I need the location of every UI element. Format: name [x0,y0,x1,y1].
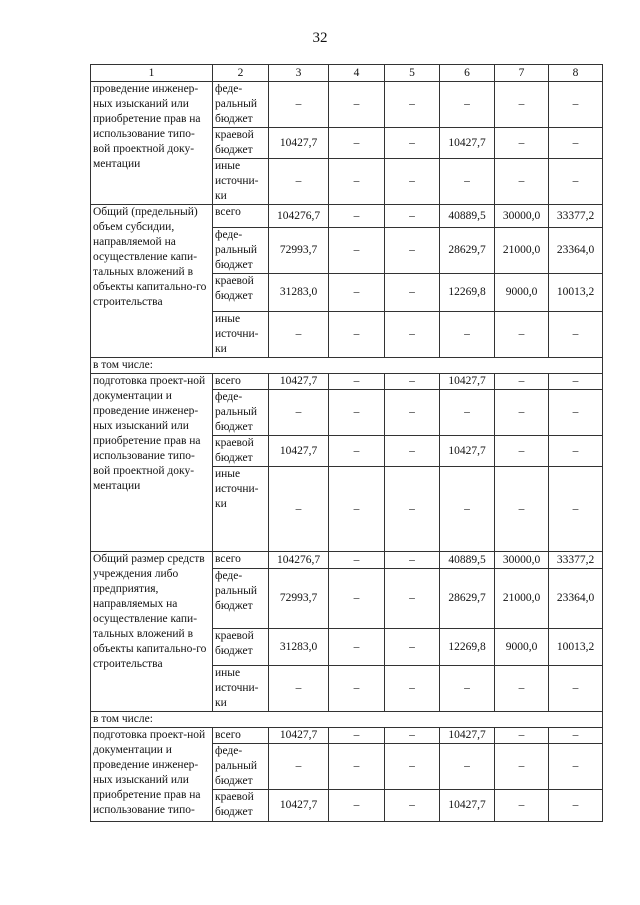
value-cell: 10427,7 [269,728,329,744]
value-cell: 12269,8 [440,274,495,312]
value-cell: – [269,390,329,436]
value-cell: – [269,744,329,790]
value-cell: – [329,790,385,822]
value-cell: 30000,0 [495,205,549,228]
value-cell: – [385,629,440,666]
value-cell: – [329,128,385,159]
value-cell: 40889,5 [440,552,495,569]
value-cell: – [329,728,385,744]
value-cell: 10427,7 [440,790,495,822]
funding-source: феде-ральный бюджет [213,744,269,790]
value-cell: – [440,744,495,790]
value-cell: – [495,128,549,159]
value-cell: – [329,552,385,569]
value-cell: – [385,790,440,822]
value-cell: 23364,0 [549,228,603,274]
row-description: подготовка проект-ной документации и проведение инженер-ных изысканий или приобретение прав на использование типо-вой проектной доку-ментации [91,374,213,552]
column-number-3: 3 [269,65,329,82]
value-cell: 104276,7 [269,552,329,569]
value-cell: 10427,7 [440,128,495,159]
value-cell: – [329,436,385,467]
value-cell: 31283,0 [269,274,329,312]
value-cell: – [385,436,440,467]
value-cell: 33377,2 [549,552,603,569]
value-cell: – [385,374,440,390]
value-cell: – [269,82,329,128]
value-cell: – [329,744,385,790]
value-cell: – [269,159,329,205]
value-cell: 28629,7 [440,228,495,274]
value-cell: – [385,159,440,205]
section-heading-row [91,358,603,374]
value-cell: – [549,666,603,712]
value-cell: – [440,312,495,358]
value-cell: – [329,82,385,128]
column-number-8: 8 [549,65,603,82]
table-row [91,205,603,228]
value-cell: – [329,312,385,358]
funding-source: всего [213,205,269,228]
value-cell: – [495,82,549,128]
value-cell: – [549,128,603,159]
value-cell: – [329,629,385,666]
value-cell: – [385,82,440,128]
value-cell: 23364,0 [549,569,603,629]
funding-source: всего [213,552,269,569]
value-cell: – [440,666,495,712]
funding-source: феде-ральный бюджет [213,390,269,436]
value-cell: – [385,467,440,552]
funding-source: всего [213,728,269,744]
value-cell: – [385,205,440,228]
value-cell: – [549,390,603,436]
value-cell: – [549,728,603,744]
value-cell: – [495,744,549,790]
page-number: 32 [312,30,328,46]
value-cell: 10013,2 [549,274,603,312]
section-heading-row [91,712,603,728]
value-cell: 10427,7 [440,436,495,467]
value-cell: – [329,569,385,629]
value-cell: – [329,390,385,436]
value-cell: – [549,82,603,128]
funding-source: иные источни-ки [213,666,269,712]
section-heading: в том числе: [91,712,603,728]
value-cell: – [329,159,385,205]
value-cell: – [385,552,440,569]
row-description: Общий размер средств учреждения либо предприятия, направляемых на осуществление капи-тальных вложений в объекты капитально-го строительства [91,552,213,712]
value-cell: – [329,467,385,552]
value-cell: – [495,436,549,467]
value-cell: – [385,728,440,744]
value-cell: – [495,728,549,744]
value-cell: – [385,666,440,712]
value-cell: – [385,569,440,629]
value-cell: – [269,312,329,358]
value-cell: – [329,205,385,228]
column-number-1: 1 [91,65,213,82]
funding-source: иные источни-ки [213,312,269,358]
value-cell: 9000,0 [495,274,549,312]
column-number-5: 5 [385,65,440,82]
value-cell: – [385,274,440,312]
value-cell: – [329,274,385,312]
funding-source: краевой бюджет [213,629,269,666]
funding-source: иные источни-ки [213,467,269,552]
funding-source: всего [213,374,269,390]
table-row [91,552,603,569]
value-cell: 40889,5 [440,205,495,228]
value-cell: – [269,666,329,712]
table-row [91,728,603,744]
value-cell: – [440,467,495,552]
value-cell: – [440,159,495,205]
value-cell: 33377,2 [549,205,603,228]
value-cell: – [385,128,440,159]
value-cell: 72993,7 [269,569,329,629]
value-cell: – [329,228,385,274]
value-cell: – [549,790,603,822]
row-description: Общий (предельный) объем субсидии, направляемой на осуществление капи-тальных вложений в объекты капитально-го строительства [91,205,213,358]
funding-source: краевой бюджет [213,128,269,159]
column-number-row [91,65,603,82]
row-description: проведение инженер-ных изысканий или приобретение прав на использование типо-вой проектной доку-ментации [91,82,213,205]
table-row [91,82,603,128]
value-cell: – [495,312,549,358]
value-cell: 21000,0 [495,228,549,274]
value-cell: – [549,374,603,390]
column-number-7: 7 [495,65,549,82]
funding-table [90,64,603,822]
value-cell: – [549,436,603,467]
value-cell: 10427,7 [269,128,329,159]
value-cell: – [385,390,440,436]
value-cell: – [329,374,385,390]
column-number-4: 4 [329,65,385,82]
value-cell: 10427,7 [440,728,495,744]
value-cell: – [495,390,549,436]
value-cell: – [329,666,385,712]
value-cell: – [440,390,495,436]
value-cell: – [495,666,549,712]
funding-source: иные источни-ки [213,159,269,205]
value-cell: 10427,7 [440,374,495,390]
value-cell: – [495,467,549,552]
value-cell: 10427,7 [269,374,329,390]
funding-source: краевой бюджет [213,274,269,312]
value-cell: – [385,228,440,274]
value-cell: 10427,7 [269,790,329,822]
value-cell: – [549,312,603,358]
funding-source: краевой бюджет [213,790,269,822]
funding-source: феде-ральный бюджет [213,228,269,274]
funding-source: краевой бюджет [213,436,269,467]
column-number-2: 2 [213,65,269,82]
value-cell: 21000,0 [495,569,549,629]
column-number-6: 6 [440,65,495,82]
value-cell: – [385,744,440,790]
value-cell: – [549,159,603,205]
value-cell: 28629,7 [440,569,495,629]
value-cell: 10013,2 [549,629,603,666]
value-cell: 10427,7 [269,436,329,467]
value-cell: – [549,467,603,552]
value-cell: 31283,0 [269,629,329,666]
value-cell: 30000,0 [495,552,549,569]
section-heading: в том числе: [91,358,603,374]
value-cell: 9000,0 [495,629,549,666]
value-cell: – [440,82,495,128]
value-cell: – [269,467,329,552]
funding-source: феде-ральный бюджет [213,569,269,629]
funding-source: феде-ральный бюджет [213,82,269,128]
value-cell: 12269,8 [440,629,495,666]
table-row [91,374,603,390]
row-description: подготовка проект-ной документации и проведение инженер-ных изысканий или приобретение прав на использование типо- [91,728,213,822]
value-cell: 72993,7 [269,228,329,274]
value-cell: – [495,159,549,205]
value-cell: – [385,312,440,358]
value-cell: – [495,374,549,390]
value-cell: 104276,7 [269,205,329,228]
value-cell: – [495,790,549,822]
value-cell: – [549,744,603,790]
